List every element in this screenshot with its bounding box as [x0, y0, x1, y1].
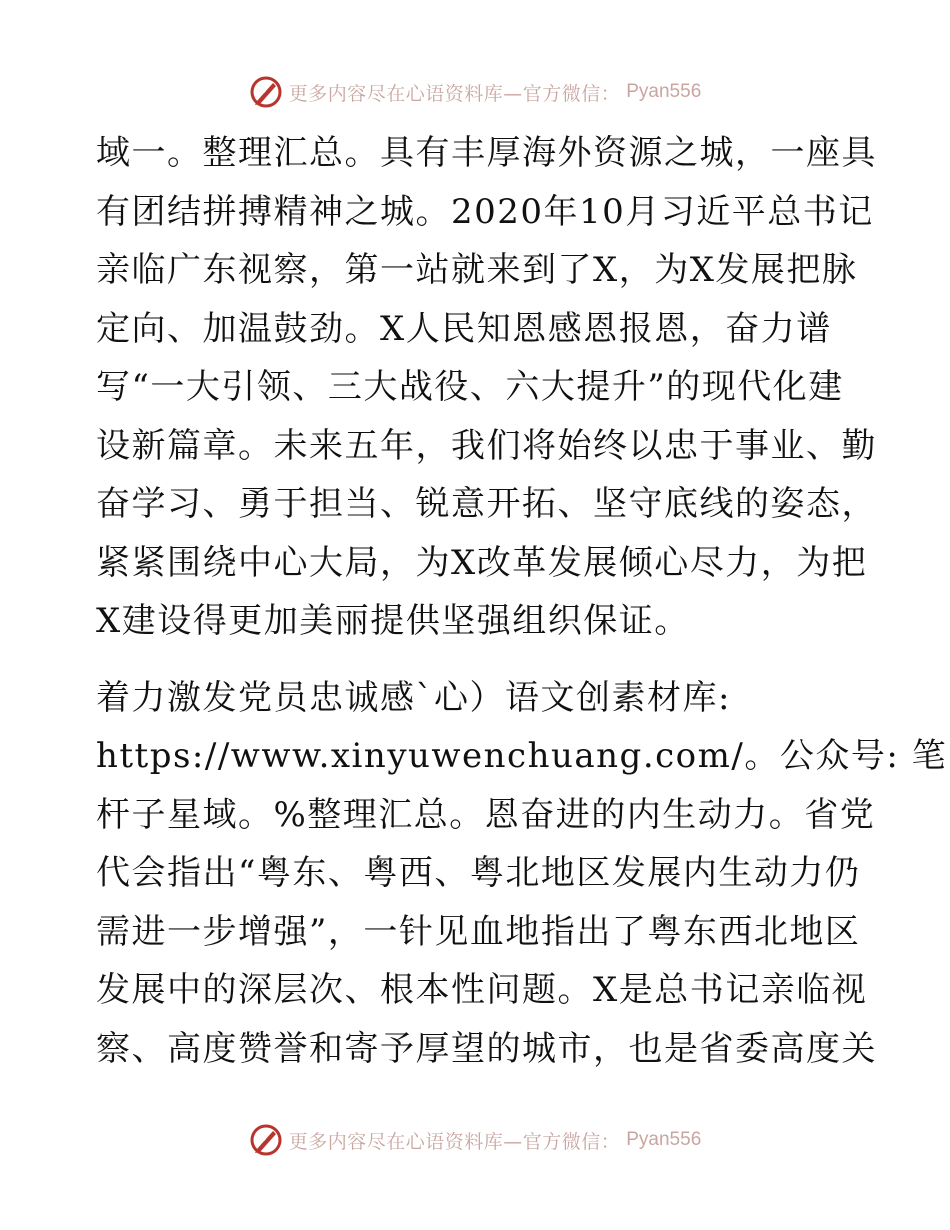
text-line: 写“一大引领、三大战役、六大提升”的现代化建	[96, 367, 844, 407]
header-banner	[0, 72, 950, 112]
text-line: X建设得更加美丽提供坚强组织保证。	[96, 601, 690, 641]
pen-logo-icon	[249, 1123, 283, 1157]
header-banner-text: 更多内容尽在心语资料库—官方微信：	[288, 82, 621, 105]
document-body	[96, 124, 948, 1078]
text-line: 发展中的深层次、根本性问题。X是总书记亲临视	[96, 970, 868, 1010]
paragraph-1	[96, 124, 877, 651]
text-line: 紧紧围绕中心大局，为X改革发展倾心尽力，为把	[96, 542, 868, 583]
footer-banner	[0, 1120, 950, 1160]
text-line: 奋学习、勇于担当、锐意开拓、坚守底线的姿态，	[96, 484, 877, 524]
text-line: 察、高度赞誉和寄予厚望的城市，也是省委高度关	[96, 1028, 877, 1069]
paragraph-2	[96, 669, 948, 1079]
text-line: 代会指出“粤东、粤西、粤北地区发展内生动力仍	[96, 853, 861, 893]
text-line: https://www.xinyuwenchuang.com/。公众号: 笔	[96, 736, 948, 776]
text-line: 杆子星域。%整理汇总。恩奋进的内生动力。省党	[96, 794, 876, 835]
header-wechat-id: Pyan556	[626, 81, 702, 102]
pen-logo-icon	[249, 75, 283, 109]
footer-banner-text: 更多内容尽在心语资料库—官方微信：	[288, 1130, 621, 1153]
text-line: 亲临广东视察，第一站就来到了X，为X发展把脉	[96, 250, 858, 290]
text-line: 设新篇章。未来五年，我们将始终以忠于事业、勤	[96, 425, 877, 466]
paragraph-spacer	[96, 651, 856, 669]
footer-wechat-id: Pyan556	[626, 1129, 702, 1150]
text-line: 有团结拼搏精神之城。2020年10月习近平总书记	[96, 191, 874, 232]
text-line: 定向、加温鼓劲。X人民知恩感恩报恩，奋力谱	[96, 308, 832, 349]
text-line: 域一。整理汇总。具有丰厚海外资源之城，一座具	[96, 133, 877, 173]
text-line: 着力激发党员忠诚感`心）语文创素材库:	[96, 677, 731, 718]
text-line: 需进一步增强”，一针见血地指出了粤东西北地区	[96, 911, 861, 952]
